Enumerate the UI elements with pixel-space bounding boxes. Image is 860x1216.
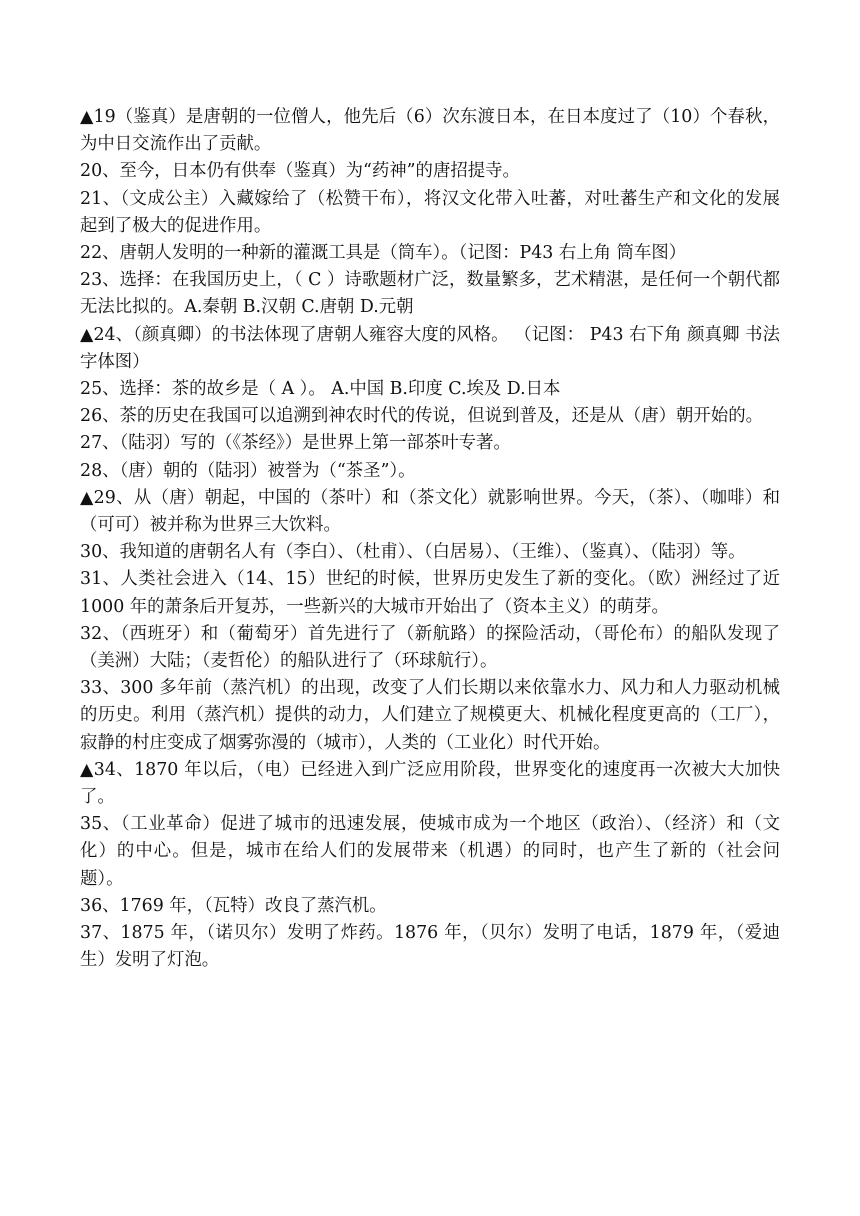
list-item: 28、（唐）朝的（陆羽）被誉为（“茶圣”）。 <box>80 460 416 481</box>
list-item: 26、茶的历史在我国可以追溯到神农时代的传说，但说到普及，还是从（唐）朝开始的。 <box>80 406 763 427</box>
list-item: 22、唐朝人发明的一种新的灌溉工具是（筒车）。（记图：P43 右上角 筒车图） <box>80 243 687 264</box>
document-body <box>80 104 780 975</box>
list-item: 20、至今，日本仍有供奉（鉴真）为“药神”的唐招提寺。 <box>80 161 520 182</box>
list-item: ▲19（鉴真）是唐朝的一位僧人，他先后（6）次东渡日本，在日本度过了（10）个春秋，为中日交流作出了贡献。 <box>80 107 780 155</box>
list-item: 31、人类社会进入（14、15）世纪的时候，世界历史发生了新的变化。（欧）洲经过了近 1000 年的萧条后开复苏，一些新兴的大城市开始出了（资本主义）的萌芽。 <box>80 569 780 617</box>
list-item: ▲29、从（唐）朝起，中国的（茶叶）和（茶文化）就影响世界。今天，（茶）、（咖啡）和（可可）被并称为世界三大饮料。 <box>80 487 780 536</box>
list-item: ▲34、1870 年以后，（电）已经进入到广泛应用阶段，世界变化的速度再一次被大大加快了。 <box>80 759 780 808</box>
list-item: 32、（西班牙）和（葡萄牙）首先进行了（新航路）的探险活动，（哥伦布）的船队发现了（美洲）大陆；（麦哲伦）的船队进行了（环球航行）。 <box>80 623 780 672</box>
list-item: 35、（工业革命）促进了城市的迅速发展，使城市成为一个地区（政治）、（经济）和（文化）的中心。但是，城市在给人们的发展带来（机遇）的同时，也产生了新的（社会问题）。 <box>80 814 780 889</box>
list-item: 21、（文成公主）入藏嫁给了（松赞干布），将汉文化带入吐蕃，对吐蕃生产和文化的发展起到了极大的促进作用。 <box>80 188 780 236</box>
list-item: 25、选择：茶的故乡是（ A ）。 A.中国 B.印度 C.埃及 D.日本 <box>80 379 561 400</box>
list-item: 23、选择：在我国历史上，（ C ）诗歌题材广泛，数量繁多，艺术精湛，是任何一个朝代都无法比拟的。A.秦朝 B.汉朝 C.唐朝 D.元朝 <box>80 270 780 318</box>
list-item: 37、1875 年，（诺贝尔）发明了炸药。1876 年，（贝尔）发明了电话，1879 年，（爱迪生）发明了灯泡。 <box>80 923 780 971</box>
list-item: ▲24、（颜真卿）的书法体现了唐朝人雍容大度的风格。 （记图： P43 右下角 颜真卿 书法字体图） <box>80 324 780 372</box>
list-item: 27、（陆羽）写的（《茶经》）是世界上第一部茶叶专著。 <box>80 433 511 454</box>
list-item: 33、300 多年前（蒸汽机）的出现，改变了人们长期以来依靠水力、风力和人力驱动机械的历史。利用（蒸汽机）提供的动力，人们建立了规模更大、机械化程度更高的（工厂），寂静的村庄变成了烟雾弥漫的（城市），人类的（工业化）时代开始。 <box>80 678 780 753</box>
list-item: 36、1769 年，（瓦特）改良了蒸汽机。 <box>80 895 387 916</box>
list-item: 30、我知道的唐朝名人有（李白）、（杜甫）、（白居易）、（王维）、（鉴真）、（陆羽）等。 <box>80 542 746 563</box>
